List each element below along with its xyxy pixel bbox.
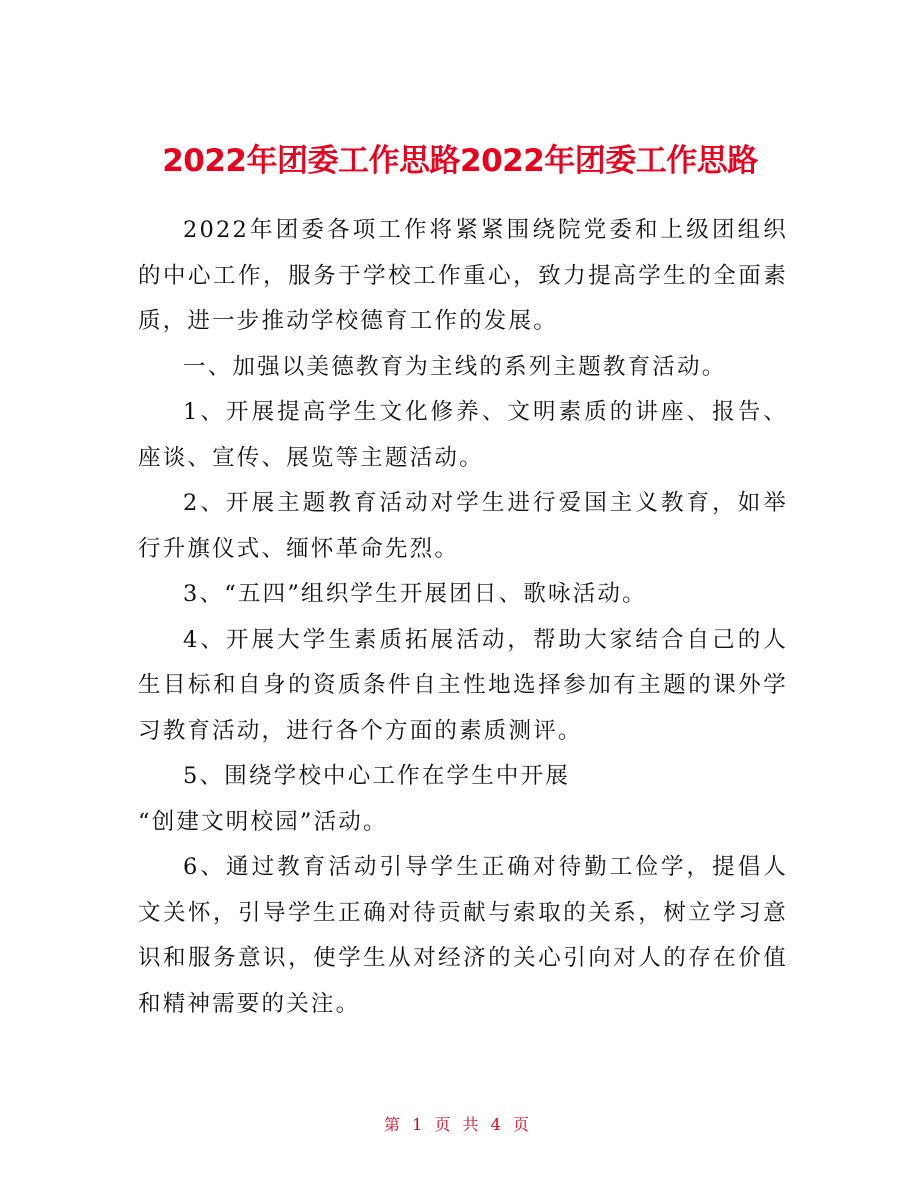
paragraph-item-6: 6、通过教育活动引导学生正确对待勤工俭学，提倡人文关怀，引导学生正确对待贡献与索取的关系，树立学习意识和服务意识，使学生从对经济的关心引向对人的存在价值和精神需要的关注。 xyxy=(138,854,788,1017)
paragraph-item-5: 5、围绕学校中心工作在学生中开展 xyxy=(183,763,571,789)
footer-total-prefix: 共 xyxy=(462,1115,479,1134)
paragraph-item-5-continued: “创建文明校园”活动。 xyxy=(138,808,388,835)
footer-page-total: 4 xyxy=(490,1115,501,1134)
paragraph-item-3: 3、“五四”组织学生开展团日、歌咏活动。 xyxy=(183,581,647,607)
paragraph-intro: 2022年团委各项工作将紧紧围绕院党委和上级团组织的中心工作，服务于学校工作重心，致力提高学生的全面素质，进一步推动学校德育工作的发展。 xyxy=(138,217,788,334)
footer-page-label: 页 xyxy=(434,1115,451,1134)
document-body xyxy=(138,208,788,1027)
footer-prefix: 第 xyxy=(384,1115,401,1134)
footer-page-current: 1 xyxy=(412,1115,423,1134)
paragraph-item-4: 4、开展大学生素质拓展活动，帮助大家结合自己的人生目标和自身的资质条件自主性地选择参加有主题的课外学习教育活动，进行各个方面的素质测评。 xyxy=(138,626,788,744)
footer-suffix: 页 xyxy=(512,1115,529,1134)
document-title: 2022年团委工作思路2022年团委工作思路 xyxy=(162,142,758,179)
paragraph-item-1: 1、开展提高学生文化修养、文明素质的讲座、报告、座谈、宣传、展览等主题活动。 xyxy=(138,399,788,471)
paragraph-item-2: 2、开展主题教育活动对学生进行爱国主义教育，如举行升旗仪式、缅怀革命先烈。 xyxy=(138,490,788,562)
paragraph-section-heading: 一、加强以美德教育为主线的系列主题教育活动。 xyxy=(183,353,727,380)
page-footer xyxy=(0,1111,920,1139)
